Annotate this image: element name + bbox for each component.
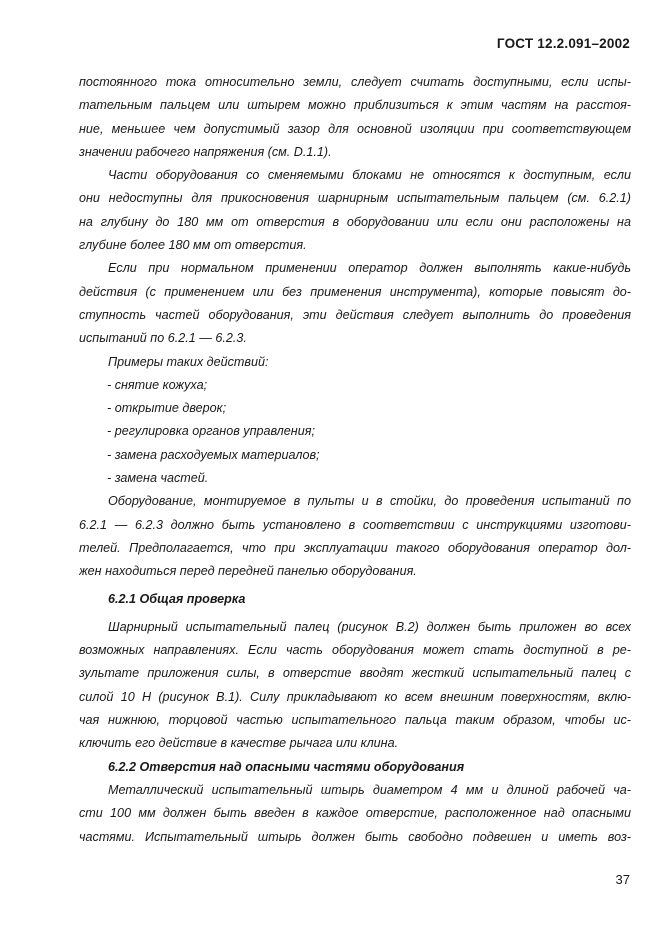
text-line: - замена расходуемых материалов; xyxy=(107,447,320,462)
text-line: - замена частей. xyxy=(107,471,209,486)
text-line: телей. Предполагается, что при эксплуатации такого оборудования оператор дол- xyxy=(79,540,631,555)
text-line: Если при нормальном применении оператор должен выполнять какие-нибудь xyxy=(108,261,631,276)
text-line: 6.2.1 — 6.2.3 должно быть установлено в соответствии с инструкциями изготови- xyxy=(79,517,631,532)
text-line: ние, меньшее чем допустимый зазор для основной изоляции при соответствующем xyxy=(79,121,631,136)
text-line: они недоступны для прикосновения шарнирным испытательным пальцем (см. 6.2.1) xyxy=(79,191,631,206)
text-line: Примеры таких действий: xyxy=(108,354,269,369)
text-line: на глубину до 180 мм от отверстия в оборудовании или если они расположены на xyxy=(79,214,631,229)
document-body xyxy=(79,71,631,849)
text-line: - открытие дверок; xyxy=(107,401,227,416)
text-line: ступность частей оборудования, эти действия следует выполнить до проведения xyxy=(79,307,631,322)
text-line: Металлический испытательный штырь диаметром 4 мм и длиной рабочей ча- xyxy=(108,782,631,797)
document-header: ГОСТ 12.2.091–2002 xyxy=(496,36,630,51)
page-number: 37 xyxy=(615,872,630,887)
text-line: постоянного тока относительно земли, следует считать доступными, если испы- xyxy=(79,75,631,89)
text-line: возможных направлениях. Если часть оборудования может стать доступной в ре- xyxy=(79,643,631,658)
text-line: - снятие кожуха; xyxy=(107,377,208,392)
text-line: зультате приложения силы, в отверстие вводят жесткий испытательный палец с xyxy=(79,666,631,681)
text-line: Шарнирный испытательный палец (рисунок В.2) должен быть приложен во всех xyxy=(108,619,631,634)
section-heading: 6.2.2 Отверстия над опасными частями оборудования xyxy=(108,759,465,774)
text-line: частями. Испытательный штырь должен быть свободно подвешен и иметь воз- xyxy=(79,829,631,844)
text-line: чая нижнюю, торцовой частью испытательного пальца таким образом, чтобы ис- xyxy=(79,713,631,728)
text-line: Части оборудования со сменяемыми блоками не относятся к доступным, если xyxy=(108,168,631,183)
text-line: глубине более 180 мм от отверстия. xyxy=(79,238,307,253)
text-line: значении рабочего напряжения (см. D.1.1). xyxy=(79,144,332,159)
text-line: испытаний по 6.2.1 — 6.2.3. xyxy=(79,331,247,346)
text-line: сти 100 мм должен быть введен в каждое отверстие, расположенное над опасными xyxy=(79,806,631,821)
section-heading: 6.2.1 Общая проверка xyxy=(108,591,246,606)
text-line: силой 10 Н (рисунок В.1). Силу прикладывают ко всем внешним поверхностям, вклю- xyxy=(79,689,631,704)
text-line: действия (с применением или без применения инструмента), которые повысят до- xyxy=(79,284,631,299)
text-line: тательным пальцем или штырем можно приблизиться к этим частям на расстоя- xyxy=(79,98,631,113)
text-line: ключить его действие в качестве рычага или клина. xyxy=(79,736,399,751)
text-line: Оборудование, монтируемое в пульты и в стойки, до проведения испытаний по xyxy=(108,494,631,509)
text-line: жен находиться перед передней панелью оборудования. xyxy=(79,564,417,579)
text-line: - регулировка органов управления; xyxy=(107,424,315,439)
